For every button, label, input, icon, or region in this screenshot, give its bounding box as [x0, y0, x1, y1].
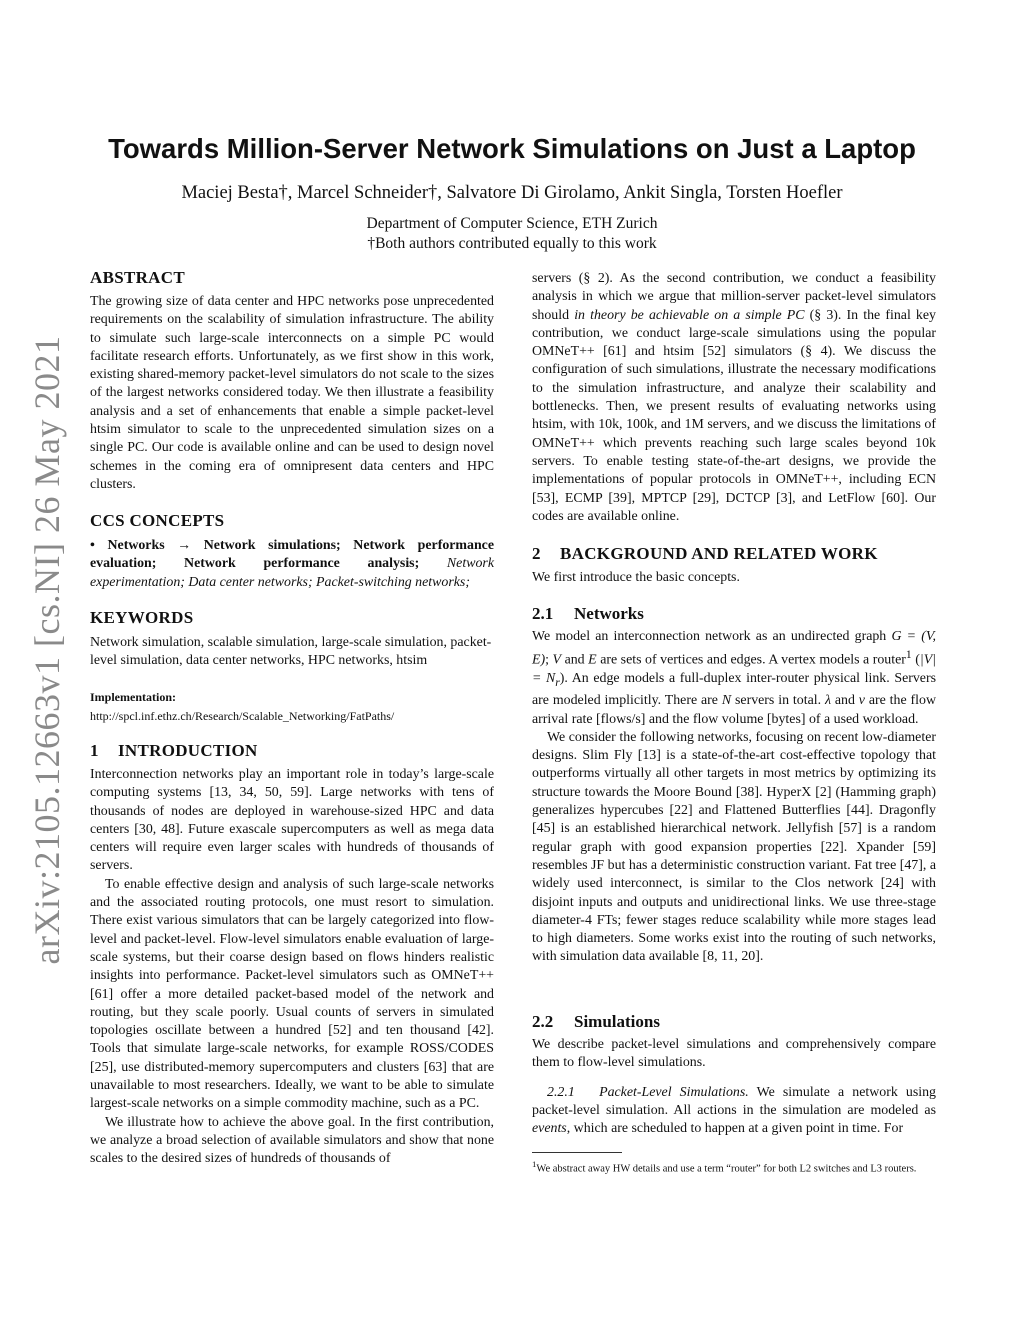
introduction-section [90, 741, 494, 1169]
background-section [532, 544, 936, 587]
simulations-p2-a: We simulate a network using packet-level simulation. All actions in the simulation are modeled as [532, 1084, 936, 1118]
math-subscript-r: r [555, 676, 560, 689]
math-n: N [721, 693, 732, 709]
keywords-section [90, 608, 494, 671]
introduction-title: INTRODUCTION [118, 741, 258, 760]
keywords-heading: KEYWORDS [90, 608, 194, 627]
simulations-p2-b: , which are scheduled to happen at a given point in time. For [566, 1121, 904, 1137]
networks-number: 2.1 [532, 604, 554, 623]
implementation-url[interactable]: http://spcl.inf.ethz.ch/Research/Scalable_Networking/FatPaths/ [90, 709, 395, 723]
simulations-p2-emphasis: events [532, 1121, 567, 1137]
simulations-heading [532, 1012, 936, 1032]
simulations-number: 2.2 [532, 1012, 554, 1031]
ccs-heading: CCS CONCEPTS [90, 511, 225, 530]
networks-p1-e: ( [911, 652, 920, 668]
affiliation: Department of Computer Science, ETH Zurich [366, 215, 658, 232]
simulations-paragraph-1: We describe packet-level simulations and comprehensively compare them to flow-level simulations. [532, 1037, 936, 1071]
footnote-text: We abstract away HW details and use a term “router” for both L2 switches and L3 routers. [536, 1163, 917, 1175]
implementation-section [90, 689, 494, 724]
networks-p1-d: are sets of vertices and edges. A vertex models a router [596, 652, 906, 668]
abstract-text: The growing size of data center and HPC networks pose unprecedented requirements on the scalability of simulation infrastructure. The ability to simulate such large-scale interconnects on a simple PC would facilitate research efforts. Unfortunately, as we first show in this work, existing shared-memory packet-level simulators do not scale to the sizes of the largest networks considered today. We then illustrate a feasibility analysis and a set of enhancements that enable a simple packet-level htsim simulator to scale to the unprecedented simulation sizes on a single PC. Our code is available online and can be used to design novel schemes in the coming era of omnipresent data centers and HPC clusters. [90, 294, 494, 492]
introduction-paragraph-1: Interconnection networks play an important role in today’s large-scale computing systems [13, 34, 50, 59]. Large networks with tens of thousands of nodes are deployed in warehouse-sized HPC and data centers [30, 48]. Future exascale supercomputers as well as mega data centers will require even larger scales with hundreds of thousands of servers. [90, 767, 494, 874]
author-list: Maciej Besta†, Marcel Schneider†, Salvatore Di Girolamo, Ankit Singla, Torsten Hoefler [181, 183, 843, 203]
math-graph: G = (V, E) [532, 629, 936, 668]
ccs-concepts-bold: • Networks → Network simulations; Network performance evaluation; Network performance analysis; [90, 538, 494, 572]
left-column [90, 268, 494, 494]
introduction-number: 1 [90, 741, 99, 760]
right-column-intro-continued [532, 270, 936, 526]
intro-p4-emphasis: in theory be achievable on a simple PC [574, 307, 805, 323]
background-heading [532, 544, 936, 564]
networks-title: Networks [574, 604, 644, 623]
networks-p1-g: servers in total. [731, 693, 825, 709]
implementation-label: Implementation: [90, 690, 176, 704]
networks-p1-c: and [561, 652, 589, 668]
intro-p4-part-b: (§ 3). In the final key contribution, we conduct large-scale simulations using the popular OMNeT++ [61] and htsim [52] simulators (§ 4). We discuss the configuration of such simulations, illustrate the necessary modifications to the simulation infrastructure, and analyze their scalability and bottlenecks. Then, we present results of evaluating networks using htsim, with 10k, 100k, and 1M servers, and we discuss the limitations of OMNeT++ which prevents reaching such large scales beyond 10k servers. To enable testing state-of-the-art designs, we provide the implementations of popular protocols in OMNeT++, including ECN [53], ECMP [39], MPTCP [29], DCTCP [3], and LetFlow [60]. Our codes are available online. [532, 307, 936, 524]
math-v-lower: v [858, 693, 865, 709]
networks-heading [532, 604, 936, 624]
ccs-text [90, 537, 494, 592]
footnote-mark: 1 [532, 1159, 537, 1169]
math-lambda: λ [824, 693, 831, 709]
networks-p1-i: are the flow arrival rate [flows/s] and the flow volume [bytes] of a used workload. [532, 693, 936, 727]
networks-paragraph-1 [532, 628, 936, 729]
simulations-section [532, 1012, 936, 1138]
footnote-ref-1[interactable]: 1 [905, 648, 912, 662]
subsection-2-2-1-number: 2.2.1 [547, 1084, 575, 1100]
introduction-paragraph-4 [532, 270, 936, 526]
simulations-paragraph-2 [532, 1084, 936, 1139]
math-e: E [588, 652, 597, 668]
networks-paragraph-2: We consider the following networks, focusing on recent low-diameter designs. Slim Fly [13] is a state-of-the-art cost-effective topology that outperforms virtually all other targets in most metrics by optimizing its structure towards the Moore Bound [38]. HyperX [2] (Hamming graph) generalizes hypercubes [22] and Flattened Butterflies [44]. Dragonfly [45] is an established hierarchical network. Jellyfish [57] is a random regular graph with good expansion properties [22]. Xpander [59] resembles JF but has a deterministic construction variant. Fat tree [47], a widely used interconnect, is similar to the Clos network [24] with disjoint inputs and outputs and unidirectional links. We use three-stage diameter-4 FTs; fewer stages reduce scalability while more stages lead to high diameters. Some works exist into the routing of such networks, with simulation data available [8, 11, 20]. [532, 729, 936, 965]
background-title: BACKGROUND AND RELATED WORK [560, 544, 878, 563]
background-number: 2 [532, 544, 541, 563]
networks-p1-b: ; [545, 652, 553, 668]
arxiv-stamp-text: arXiv:2105.12663v1 [cs.NI] 26 May 2021 [27, 335, 67, 965]
introduction-paragraph-2: To enable effective design and analysis of such large-scale networks and the associated routing protocols, one must resort to simulation. There exist various simulators that can be largely categorized into flow-level and packet-level. Flow-level simulators enable evaluation of large-scale systems, but their coarse design based on flows hinders realistic insights into performance. Packet-level simulators such as OMNeT++ [61] offer a more detailed packet-based model of the network and routing, but they scale poorly. Usual counts of servers in simulated topologies oscillate between a hundred [52] and ten thousand [42]. Tools that simulate large-scale networks, for example ROSS/CODES [25], use distributed-memory supercomputers and clusters [63] that are unavailable to most researchers. Ideally, we want to be able to simulate largest-scale networks on a simple commodity machine, such as a PC. [90, 876, 494, 1112]
arxiv-stamp [12, 335, 82, 965]
ccs-section [90, 511, 494, 592]
networks-p1-f: ). An edge models a full-duplex inter-router physical link. Servers are modeled implicitly. There are [532, 671, 936, 709]
keywords-text: Network simulation, scalable simulation, large-scale simulation, packet-level simulation, data center networks, HPC networks, htsim [90, 635, 492, 669]
abstract-heading: ABSTRACT [90, 268, 185, 287]
background-intro: We first introduce the basic concepts. [532, 570, 740, 585]
networks-section [532, 604, 936, 967]
equal-contribution-note: †Both authors contributed equally to this work [367, 235, 657, 252]
networks-p1-a: We model an interconnection network as an undirected graph [532, 629, 892, 644]
ccs-concepts-italic: Network experimentation; Data center networks; Packet-switching networks; [90, 556, 494, 590]
subsection-2-2-1-title: Packet-Level Simulations. [599, 1084, 749, 1100]
introduction-paragraph-3: We illustrate how to achieve the above goal. In the first contribution, we analyze a broad selection of available simulators and show that none scales to the desired sizes of hundreds of thousands of [90, 1114, 494, 1167]
intro-p4-part-a: servers (§ 2). As the second contribution, we conduct a feasibility analysis in which we argue that million-server packet-level simulators should [532, 271, 936, 323]
footnote-rule [532, 1152, 622, 1153]
simulations-title: Simulations [574, 1012, 660, 1031]
introduction-heading [90, 741, 494, 761]
math-v: V [552, 652, 562, 668]
footnote-area [532, 1152, 936, 1177]
footnote-1 [532, 1157, 936, 1177]
paper-title: Towards Million-Server Network Simulations on Just a Laptop [108, 133, 916, 164]
networks-p1-h: and [830, 693, 859, 709]
math-vertex-count: |V| = N [532, 652, 936, 687]
